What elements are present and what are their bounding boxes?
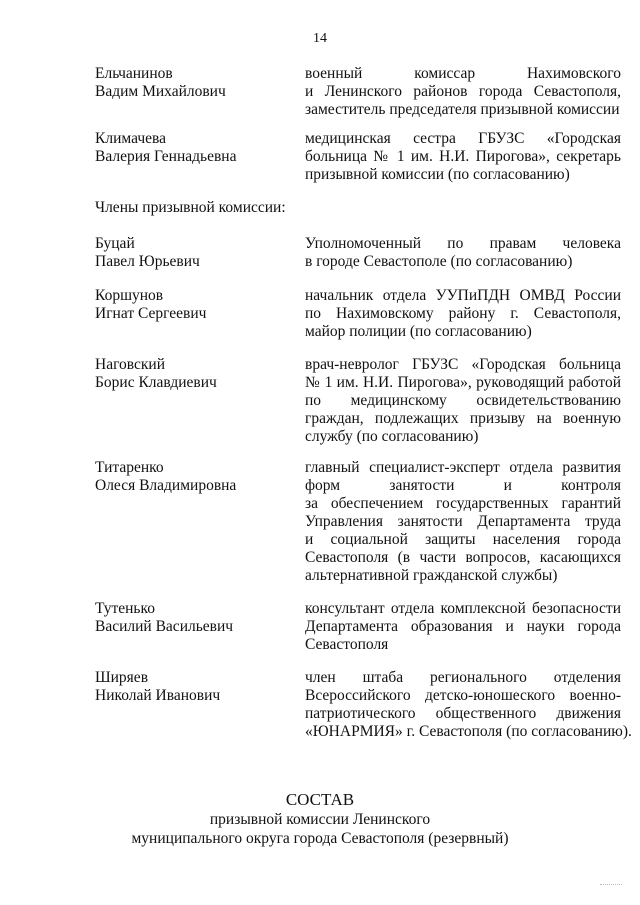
position-line: по медицинскому освидетельствованию xyxy=(305,392,621,409)
person-surname: Ширяев xyxy=(95,669,149,686)
person-given-name: Николай Иванович xyxy=(95,687,221,704)
person-given-name: Игнат Сергеевич xyxy=(95,305,207,322)
position-line: за обеспечением государственных гарантий xyxy=(305,495,621,512)
person-given-name: Павел Юрьевич xyxy=(95,253,200,270)
person-surname: Титаренко xyxy=(95,459,164,476)
person-given-name: Борис Клавдиевич xyxy=(95,374,217,391)
person-surname: Климачева xyxy=(95,130,166,147)
position-line: патриотического общественного движения xyxy=(305,705,621,722)
position-line: начальник отдела УУПиПДН ОМВД России xyxy=(305,287,621,304)
position-line: по Нахимовскому району г. Севастополя, xyxy=(305,305,621,322)
position-line: член штаба регионального отделения xyxy=(305,669,621,686)
position-line: заместитель председателя призывной комиссии xyxy=(305,101,620,118)
scan-artifact xyxy=(600,884,622,887)
position-line: медицинская сестра ГБУЗС «Городская xyxy=(305,130,621,147)
position-line: военный комиссар Нахимовского xyxy=(305,65,621,82)
person-surname: Ельчанинов xyxy=(95,65,173,82)
position-line: форм занятости и контроля xyxy=(305,477,621,494)
position-line: призывной комиссии (по согласованию) xyxy=(305,166,570,183)
position-line: больница № 1 им. Н.И. Пирогова», секретарь xyxy=(305,148,621,165)
members-label: Члены призывной комиссии: xyxy=(95,199,286,216)
person-given-name: Валерия Геннадьевна xyxy=(95,148,237,165)
person-surname: Коршунов xyxy=(95,287,164,304)
person-name xyxy=(95,287,295,323)
person-position xyxy=(305,356,621,446)
position-line: главный специалист-эксперт отдела развития xyxy=(305,459,621,476)
person-name xyxy=(95,459,295,495)
composition-subtitle: призывной комиссии Ленинского xyxy=(209,811,431,828)
person-name xyxy=(95,130,295,166)
position-line: Департамента образования и науки города xyxy=(305,618,621,635)
page-number: 14 xyxy=(313,31,327,46)
position-line: «ЮНАРМИЯ» г. Севастополя (по согласованию). xyxy=(305,723,632,740)
person-name xyxy=(95,669,295,705)
person-surname: Тутенько xyxy=(95,600,155,617)
person-given-name: Олеся Владимировна xyxy=(95,477,237,494)
person-name xyxy=(95,600,295,636)
composition-title: СОСТАВ xyxy=(285,790,355,809)
position-line: в городе Севастополе (по согласованию) xyxy=(305,253,573,270)
person-surname: Буцай xyxy=(95,235,135,252)
position-line: Всероссийского детско-юношеского военно- xyxy=(305,687,621,704)
position-line: альтернативной гражданской службы) xyxy=(305,567,558,584)
person-name xyxy=(95,235,295,271)
position-line: консультант отдела комплексной безопасности xyxy=(305,600,621,617)
position-line: службу (по согласованию) xyxy=(305,428,479,445)
position-line: Севастополя xyxy=(305,636,389,653)
person-name xyxy=(95,65,295,101)
person-name xyxy=(95,356,295,392)
position-line: майор полиции (по согласованию) xyxy=(305,323,532,340)
composition-heading xyxy=(0,790,640,848)
person-position xyxy=(305,287,621,341)
position-line: и социальной защиты населения города xyxy=(305,531,621,548)
person-position xyxy=(305,600,621,654)
person-position xyxy=(305,235,621,271)
position-line: Севастополя (в части вопросов, касающихся xyxy=(305,549,621,566)
person-position xyxy=(305,459,621,585)
position-line: Уполномоченный по правам человека xyxy=(305,235,621,252)
person-given-name: Вадим Михайлович xyxy=(95,83,226,100)
composition-subtitle: муниципального округа города Севастополя (резервный) xyxy=(131,830,509,847)
person-given-name: Василий Васильевич xyxy=(95,618,234,635)
person-position xyxy=(305,65,621,119)
position-line: граждан, подлежащих призыву на военную xyxy=(305,410,621,427)
position-line: Управления занятости Департамента труда xyxy=(305,513,621,530)
person-position xyxy=(305,130,621,184)
position-line: № 1 им. Н.И. Пирогова», руководящий работой xyxy=(305,374,621,391)
position-line: врач-невролог ГБУЗС «Городская больница xyxy=(305,356,621,373)
position-line: и Ленинского районов города Севастополя, xyxy=(305,83,621,100)
person-position xyxy=(305,669,632,741)
person-surname: Наговский xyxy=(95,356,166,373)
